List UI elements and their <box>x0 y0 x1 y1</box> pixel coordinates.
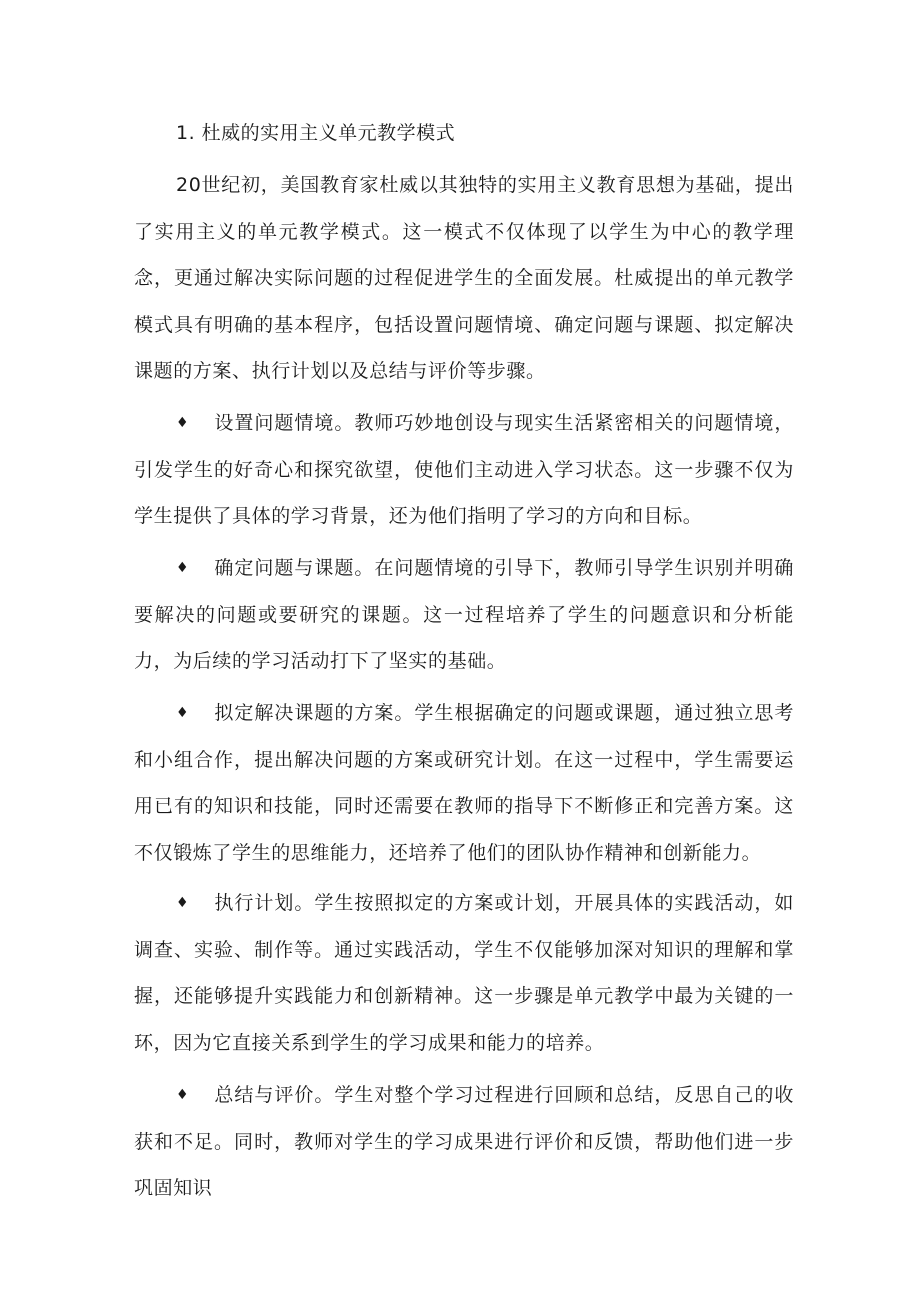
step-paragraph-5 <box>134 1072 794 1212</box>
intro-paragraph: 20世纪初，美国教育家杜威以其独特的实用主义教育思想为基础，提出了实用主义的单元教学模式。这一模式不仅体现了以学生为中心的教学理念，更通过解决实际问题的过程促进学生的全面发展。杜威提出的单元教学模式具有明确的基本程序，包括设置问题情境、确定问题与课题、拟定解决课题的方案、执行计划以及总结与评价等步骤。 <box>134 174 794 382</box>
step-paragraph-1 <box>134 400 794 540</box>
step-text: 确定问题与课题。在问题情境的引导下，教师引导学生识别并明确要解决的问题或要研究的课题。这一过程培养了学生的问题意识和分析能力，为后续的学习活动打下了坚实的基础。 <box>134 557 794 672</box>
step-paragraph-4 <box>134 880 794 1066</box>
step-text: 执行计划。学生按照拟定的方案或计划，开展具体的实践活动，如调查、实验、制作等。通过实践活动，学生不仅能够加深对知识的理解和掌握，还能够提升实践能力和创新精神。这一步骤是单元教学中最为关键的一环，因为它直接关系到学生的学习成果和能力的培养。 <box>134 892 794 1054</box>
step-text: 拟定解决课题的方案。学生根据确定的问题或课题，通过独立思考和小组合作，提出解决问题的方案或研究计划。在这一过程中，学生需要运用已有的知识和技能，同时还需要在教师的指导下不断修正和完善方案。这不仅锻炼了学生的思维能力，还培养了他们的团队协作精神和创新能力。 <box>134 702 794 864</box>
diamond-bullet-icon: ♦ <box>176 895 190 911</box>
step-text: 设置问题情境。教师巧妙地创设与现实生活紧密相关的问题情境，引发学生的好奇心和探究欲望，使他们主动进入学习状态。这一步骤不仅为学生提供了具体的学习背景，还为他们指明了学习的方向和目标。 <box>134 412 794 527</box>
step-text: 总结与评价。学生对整个学习过程进行回顾和总结，反思自己的收获和不足。同时，教师对学生的学习成果进行评价和反馈，帮助他们进一步巩固知识 <box>134 1084 794 1199</box>
diamond-bullet-icon: ♦ <box>176 705 190 721</box>
section-heading: 1. 杜威的实用主义单元教学模式 <box>176 122 456 144</box>
step-paragraph-2 <box>134 545 794 685</box>
diamond-bullet-icon: ♦ <box>176 560 190 576</box>
step-paragraph-3 <box>134 690 794 876</box>
diamond-bullet-icon: ♦ <box>176 1087 190 1103</box>
diamond-bullet-icon: ♦ <box>176 415 190 431</box>
